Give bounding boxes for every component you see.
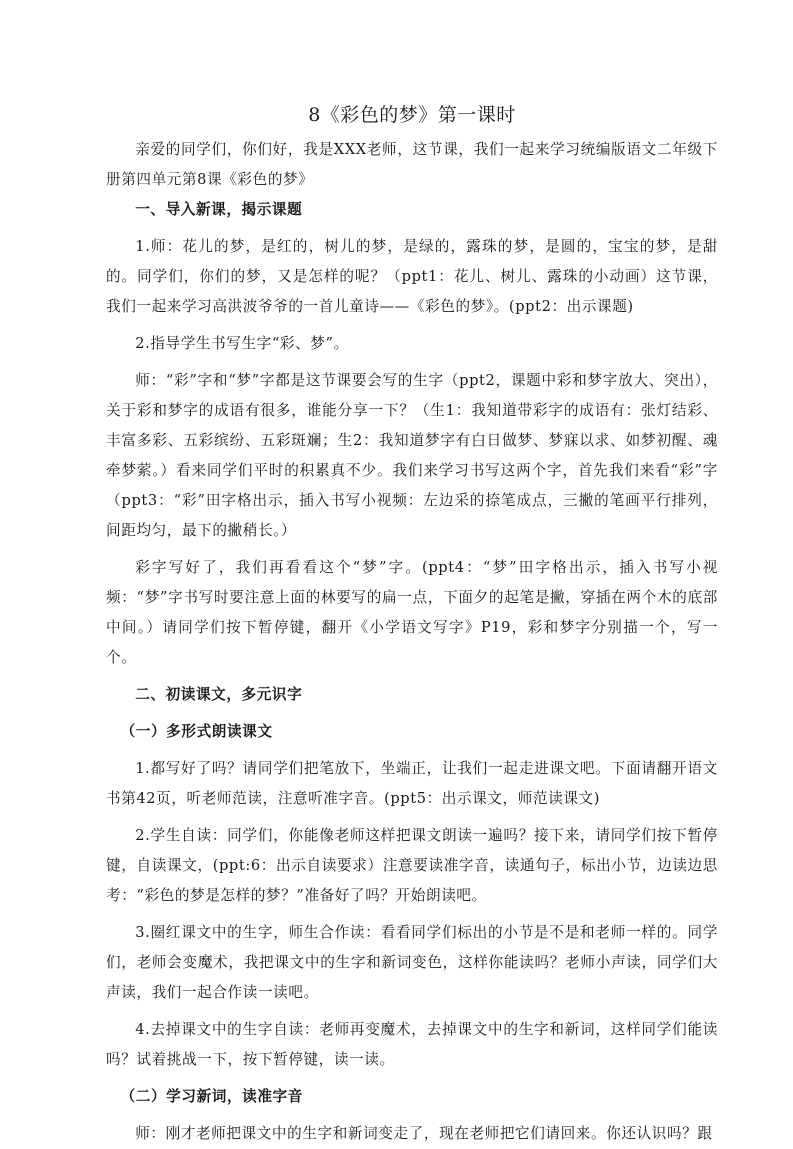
- paragraph: 3.圈红课文中的生字，师生合作读：看看同学们标出的小节是不是和老师一样的。同学们，老师会变魔术，我把课文中的生字和新词变色，这样你能读吗？老师小声读，同学们大声读，我们一起合作读一读吧。: [106, 924, 718, 1001]
- paragraph: 1.师：花儿的梦，是红的，树儿的梦，是绿的，露珠的梦，是圆的，宝宝的梦，是甜的。同学们，你们的梦，又是怎样的呢？（ppt1：花儿、树儿、露珠的小动画）这节课，我们一起来学习高洪波爷爷的一首儿童诗——《彩色的梦》。(ppt2：出示课题): [106, 238, 718, 315]
- subsection-heading-1: （一）多形式朗读课文: [120, 723, 273, 740]
- paragraph: 2.指导学生书写生字“彩、梦”。: [135, 335, 349, 352]
- paragraph: 师：“彩”字和“梦”字都是这节课要会写的生字（ppt2，课题中彩和梦字放大、突出），关于彩和梦字的成语有很多，谁能分享一下？（生1：我知道带彩字的成语有：张灯结彩、丰富多彩、五彩缤纷、五彩斑斓；生2：我知道梦字有白日做梦、梦寐以求、如梦初醒、魂牵梦萦。）看来同学们平时的积累真不少。我们来学习书写这两个字，首先我们来看“彩”字（ppt3：“彩”田字格出示，插入书写小视频：左边采的捺笔成点，三撇的笔画平行排列，间距均匀，最下的撇稍长。）: [106, 372, 718, 539]
- document-page: [106, 100, 718, 1149]
- section-heading-1: 一、导入新课，揭示课题: [135, 201, 303, 218]
- section-heading-2: 二、初读课文，多元识字: [135, 686, 303, 703]
- paragraph: 师：刚才老师把课文中的生字和新词变走了，现在老师把它们请回来。你还认识吗？跟: [135, 1125, 713, 1142]
- paragraph: 1.都写好了吗？请同学们把笔放下，坐端正，让我们一起走进课文吧。下面请翻开语文书第42页，听老师范读，注意听准字音。(ppt5：出示课文，师范读课文): [106, 760, 718, 807]
- subsection-heading-2: （二）学习新词，读准字音: [120, 1088, 303, 1105]
- intro-paragraph: 亲爱的同学们，你们好，我是XXX老师，这节课，我们一起来学习统编版语文二年级下册第四单元第8课《彩色的梦》: [106, 141, 718, 188]
- paragraph: 彩字写好了，我们再看看这个“梦”字。(ppt4：“梦”田字格出示，插入书写小视频：“梦”字书写时要注意上面的林要写的扁一点，下面夕的起笔是撇，穿插在两个木的底部中间。）请同学们按下暂停键，翻开《小学语文写字》P19，彩和梦字分别描一个，写一个。: [106, 559, 718, 666]
- paragraph: 4.去掉课文中的生字自读：老师再变魔术，去掉课文中的生字和新词，这样同学们能读吗？试着挑战一下，按下暂停键，读一读。: [106, 1021, 718, 1068]
- document-title: 8《彩色的梦》第一课时: [308, 104, 516, 126]
- paragraph: 2.学生自读：同学们，你能像老师这样把课文朗读一遍吗？接下来，请同学们按下暂停键，自读课文，(ppt:6：出示自读要求）注意要读准字音，读通句子，标出小节，边读边思考：“彩色的梦是怎样的梦？”准备好了吗？开始朗读吧。: [106, 827, 718, 904]
